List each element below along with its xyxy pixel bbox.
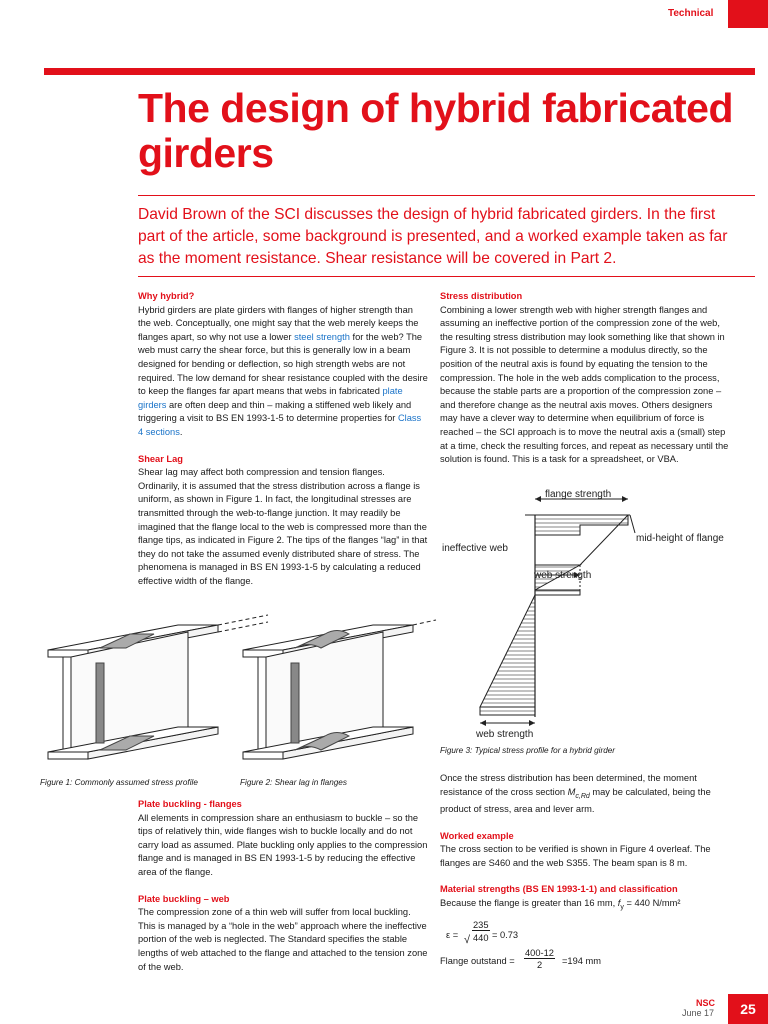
stress-distribution-text: Combining a lower strength web with higher strength flanges and assuming an ineffective portion of the compression zone of the web, the resulting stress distribution may look something like that shown in Figure 3. It is not possible to determine a modulus directly, so the position of the neutral axis is found by equating the tension to the compression. The hole in the web adds complication to the process, because the stable parts are a proportion of the compression zone – and therefore change as the neutral axis moves. Others designers may have a clever way to determine when equilibrium of force is reached – the SCI approach is to move the neutral axis a (small) step at a time, check the resulting forces, and repeat as necessary until the solution is found. This is a task for a spreadsheet, or VBA.	[440, 304, 729, 465]
issue-date: June 17	[682, 1008, 715, 1018]
moment-symbol: M	[567, 786, 576, 797]
figure-1-caption: Figure 1: Commonly assumed stress profile	[40, 778, 198, 787]
figure-2-caption: Figure 2: Shear lag in flanges	[240, 778, 347, 787]
plate-girders-link[interactable]: plate girders	[138, 386, 403, 410]
why-text-2: for the web? The web must carry the shear force, but this is generally low in a beam designed for bending or deflection, so high strength webs are not required. The low demand for shear resistance coupled with the desire to keep the flanges far apart means that webs in fabricated	[138, 331, 428, 397]
moment-text-1: Once the stress distribution has been determined, the moment resistance of the cross section	[440, 773, 697, 797]
epsilon-denominator: 440	[473, 933, 489, 943]
right-column-bottom	[440, 772, 740, 914]
epsilon-numerator: 235	[473, 920, 489, 930]
header-color-block	[728, 0, 768, 28]
fig3-ineffective-web-label: ineffective web	[442, 543, 508, 554]
epsilon-label: ε =	[446, 930, 459, 940]
figure-3-caption: Figure 3: Typical stress profile for a hybrid girder	[440, 746, 616, 755]
plate-buckling-flanges-heading: Plate buckling - flanges	[138, 799, 242, 809]
plate-buckling-web-heading: Plate buckling – web	[138, 893, 230, 904]
figure-3-stress-profile	[440, 485, 760, 745]
worked-example-text: The cross section to be verified is shown in Figure 4 overleaf. The flanges are S460 and the web S355. The beam span is 8 m.	[440, 844, 711, 868]
why-text-3: are often deep and thin – making a stiffened web likely and triggering a visit to BS EN 1993-1-5 to determine properties for	[138, 399, 412, 424]
why-text-1: Hybrid girders are plate girders with flanges of higher strength than the web. Conceptually, one might say that the web merely keeps the flanges apart, so why not use a lower	[138, 304, 419, 342]
sqrt-symbol: √	[464, 934, 471, 946]
right-column-top	[440, 290, 730, 467]
fig3-web-strength-top-label: web strength	[534, 570, 592, 581]
material-text-2: = 440 N/mm²	[623, 898, 681, 909]
fy-symbol: f	[617, 898, 621, 909]
fig3-flange-strength-label: flange strength	[545, 489, 612, 500]
standfirst-rule	[138, 276, 755, 277]
material-strengths-text	[440, 897, 740, 914]
steel-strength-link[interactable]: steel strength	[294, 331, 350, 342]
why-hybrid-text	[138, 304, 428, 440]
magazine-name: NSC	[696, 998, 716, 1008]
fig3-mid-height-label: mid-height of flange	[636, 533, 724, 544]
figure-1-girder	[48, 625, 218, 759]
worked-example-heading: Worked example	[440, 830, 514, 841]
stress-distribution-heading: Stress distribution	[440, 291, 523, 301]
shear-lag-text: Shear lag may affect both compression and tension flanges. Ordinarily, it is assumed that the stress distribution across a flange is uniform, as shown in Figure 1. In fact, the longitudinal stresses are transmitted through the web-to-flange junction. It may readily be imagined that the flange local to the web is compressed more than the flange tips, as indicated in Figure 2. The tips of the flanges “lag” in that they do not take the assumed evenly distributed share of stress. The phenomena is managed in BS EN 1993-1-5 by calculating a reduced effective width of the flange.	[138, 467, 428, 586]
moment-resistance-text	[440, 772, 740, 817]
outstand-denominator: 2	[537, 960, 543, 970]
title-rule	[138, 195, 755, 196]
page-number: 25	[728, 994, 768, 1024]
plate-buckling-web-text: The compression zone of a thin web will suffer from local buckling. This is managed by a “hole in the web” approach where the ineffective portion of the web is neglected. The Standard specifies the stable lengths of web attached to the flange and attached to the tension zone of the web.	[138, 907, 428, 972]
left-column-top	[138, 290, 428, 588]
material-strengths-heading: Material strengths (BS EN 1993-1-1) and classification	[440, 884, 678, 895]
fig3-web-strength-bottom-label: web strength	[476, 729, 534, 740]
moment-subscript: c,Rd	[575, 792, 590, 800]
why-hybrid-heading: Why hybrid?	[138, 291, 195, 301]
moment-text-2: may be calculated, being the product of stress, area and lever arm.	[440, 786, 711, 815]
outstand-label: Flange outstand =	[440, 956, 515, 966]
left-column-bottom	[138, 798, 428, 974]
figures-1-2-illustration	[38, 605, 438, 777]
class-4-sections-link[interactable]: Class 4 sections	[138, 413, 422, 437]
top-rule	[44, 68, 755, 75]
plate-buckling-flanges-text: All elements in compression share an enthusiasm to buckle – so the tips of relatively thin, wide flanges wish to buckle locally and do not carry load as assumed. Plate buckling only applies to the compression flange and is managed in BS EN 1993-1-5 by reducing the effective area of the flange.	[138, 812, 428, 877]
shear-lag-heading: Shear Lag	[138, 453, 183, 464]
figure-2-girder	[243, 625, 413, 759]
outstand-result: =194 mm	[562, 956, 602, 966]
article-title: The design of hybrid fabricated girders	[138, 85, 734, 176]
epsilon-result: = 0.73	[492, 930, 519, 940]
standfirst: David Brown of the SCI discusses the design of hybrid fabricated girders. In the first part of the article, some background is presented, and a worked example taken as far as the moment resistance. Shear resistance will be covered in Part 2.	[138, 206, 728, 267]
section-label: Technical	[668, 8, 714, 19]
why-text-4: .	[179, 426, 183, 437]
fy-subscript: y	[620, 903, 624, 911]
material-text-1: Because the flange is greater than 16 mm,	[440, 898, 618, 909]
outstand-numerator: 400-12	[525, 948, 554, 958]
